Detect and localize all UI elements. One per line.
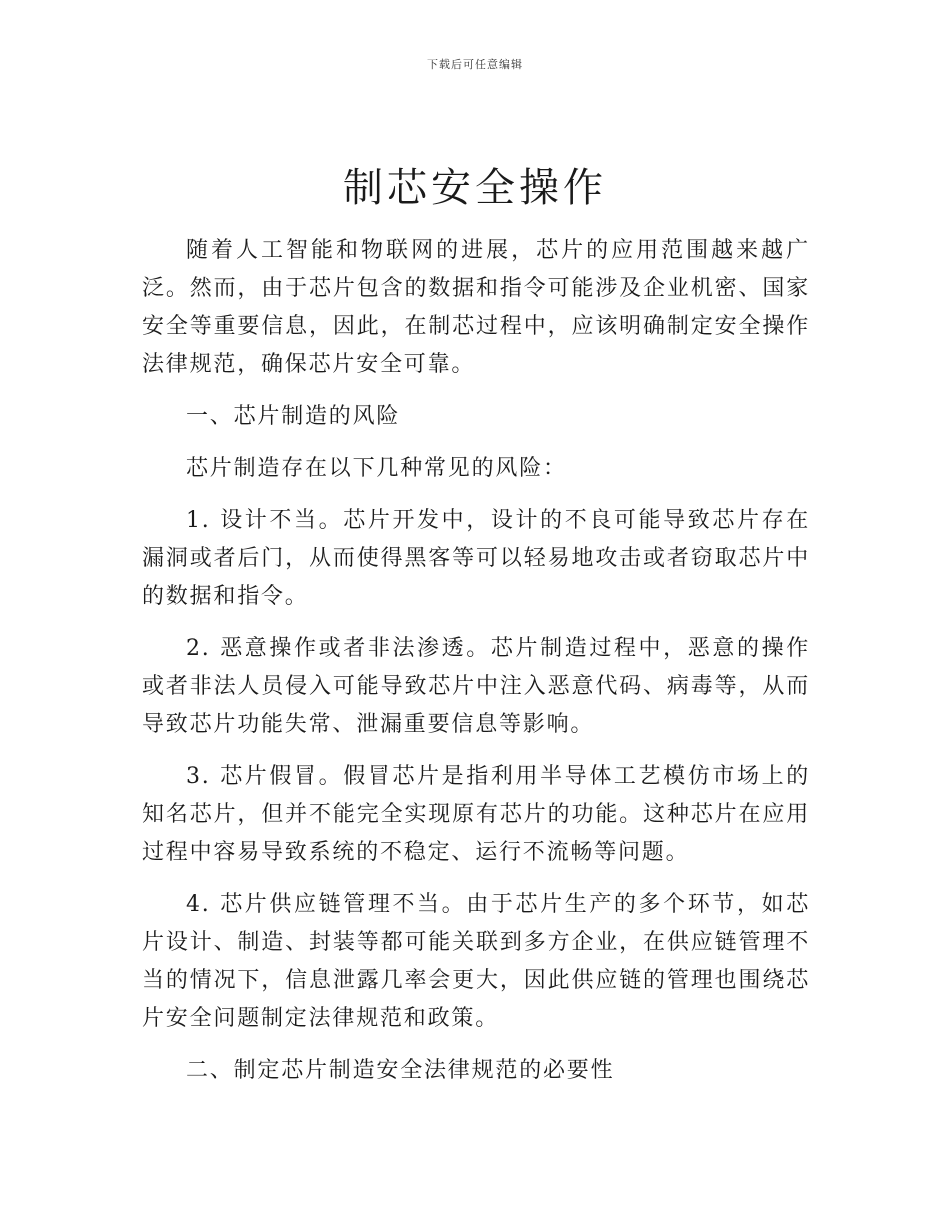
header-note: 下载后可任意编辑 (427, 58, 523, 71)
section-heading-risks: 一、芯片制造的风险 (186, 404, 401, 429)
risk-item-1: 1. 设计不当。芯片开发中，设计的不良可能导致芯片存在漏洞或者后门，从而使得黑客等可以轻易地攻击或者窃取芯片中的数据和指令。 (142, 508, 810, 609)
section-heading-necessity: 二、制定芯片制造安全法律规范的必要性 (186, 1058, 615, 1083)
risk-item-2: 2. 恶意操作或者非法渗透。芯片制造过程中，恶意的操作或者非法人员侵入可能导致芯片中注入恶意代码、病毒等，从而导致芯片功能失常、泄漏重要信息等影响。 (142, 636, 810, 737)
risks-lead-paragraph: 芯片制造存在以下几种常见的风险： (186, 456, 567, 481)
intro-paragraph: 随着人工智能和物联网的进展，芯片的应用范围越来越广泛。然而，由于芯片包含的数据和指令可能涉及企业机密、国家安全等重要信息，因此，在制芯过程中，应该明确制定安全操作法律规范，确保芯片安全可靠。 (142, 238, 810, 377)
risk-item-4: 4. 芯片供应链管理不当。由于芯片生产的多个环节，如芯片设计、制造、封装等都可能关联到多方企业，在供应链管理不当的情况下，信息泄露几率会更大，因此供应链的管理也围绕芯片安全问题制定法律规范和政策。 (142, 892, 810, 1031)
document-body (142, 232, 810, 1104)
document-title: 制芯安全操作 (343, 165, 607, 211)
risk-item-3: 3. 芯片假冒。假冒芯片是指利用半导体工艺模仿市场上的知名芯片，但并不能完全实现原有芯片的功能。这种芯片在应用过程中容易导致系统的不稳定、运行不流畅等问题。 (142, 764, 810, 865)
